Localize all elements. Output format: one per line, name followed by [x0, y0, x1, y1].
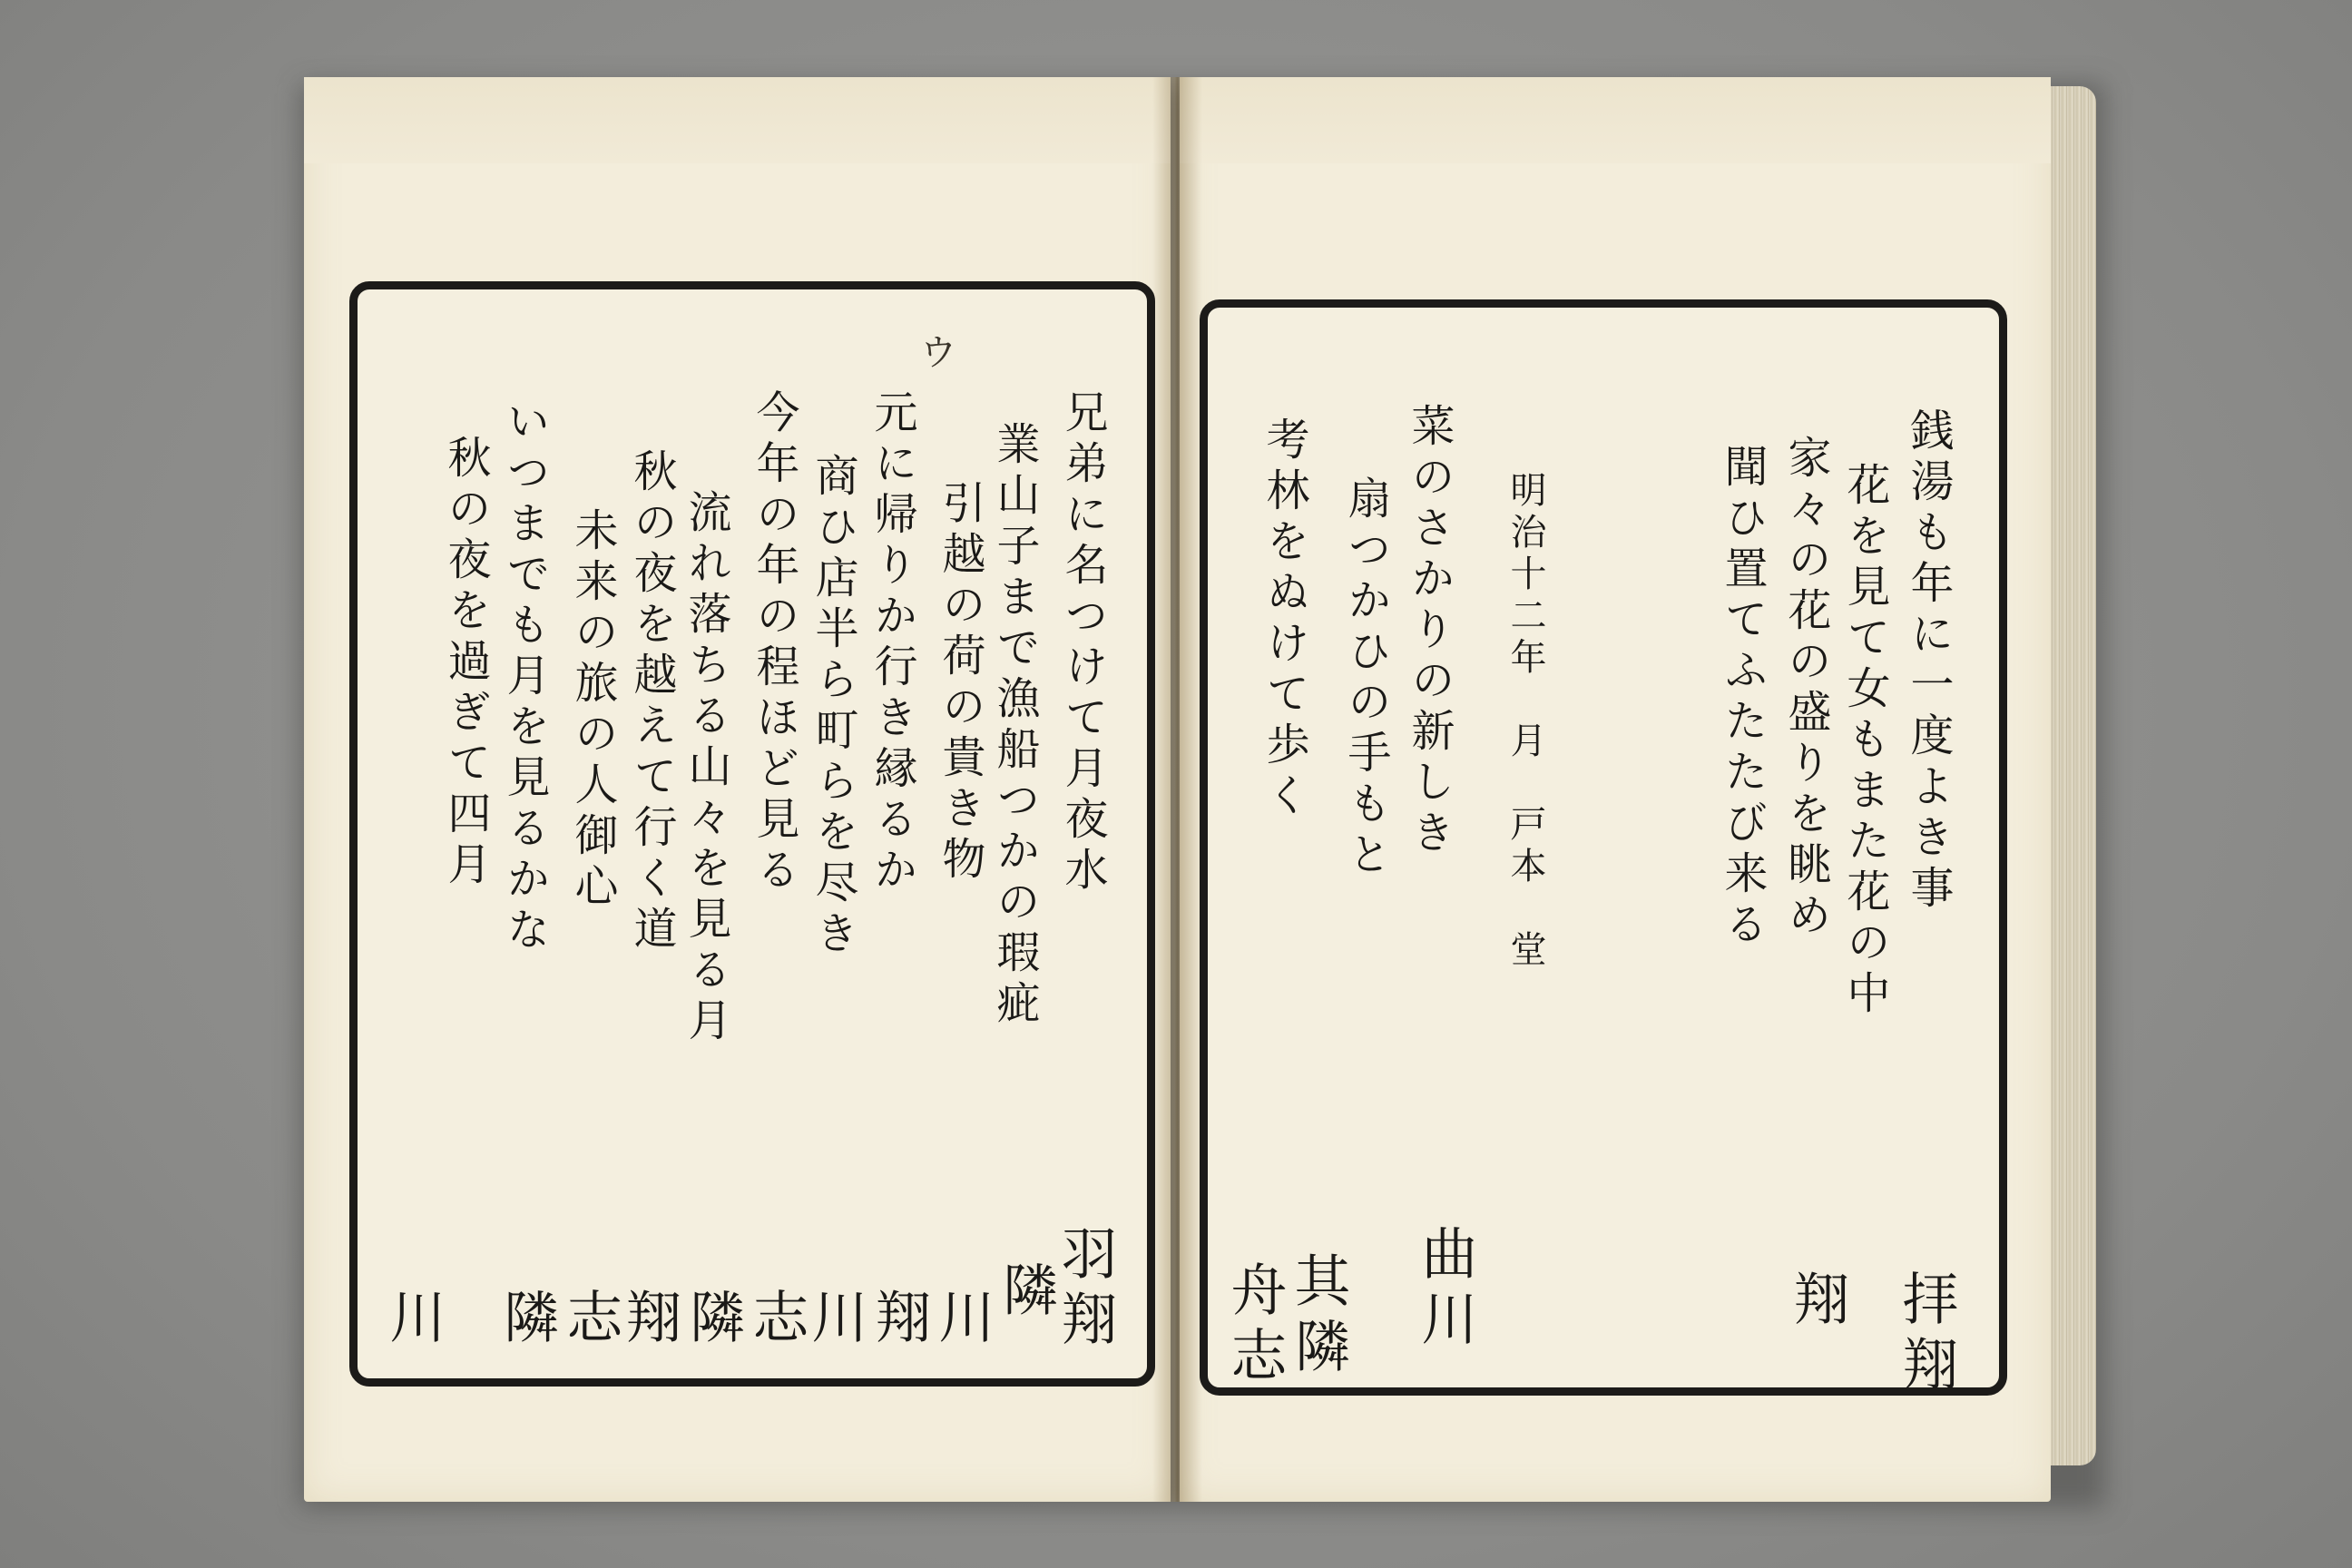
left-signature-1: 羽翔 — [1052, 1224, 1118, 1355]
left-page-top-band — [304, 77, 1171, 163]
left-signature-7: 隣 — [680, 1288, 746, 1353]
left-poem-5: 商ひ店半ら町らを尽き — [808, 453, 858, 961]
book-gutter — [1152, 77, 1202, 1502]
left-text-frame — [349, 281, 1155, 1387]
right-text-frame — [1200, 299, 2007, 1400]
right-signature-3: 曲川 — [1412, 1224, 1478, 1355]
left-poem-4: 元に帰りか行き縁るか — [867, 389, 917, 897]
right-signature-1: 拝翔 — [1893, 1269, 1959, 1400]
left-signature-6: 志 — [743, 1288, 809, 1353]
left-poem-9: 未来の旅の人御心 — [567, 507, 618, 914]
date-line: 明治十二年 月 戸本 堂 — [1504, 471, 1546, 972]
right-signature-2: 翔 — [1784, 1269, 1850, 1335]
right-poem-3: 家々の花の盛りを眺め — [1780, 435, 1831, 943]
right-page-top-band — [1180, 77, 2051, 163]
right-signature-5: 舟志 — [1221, 1260, 1288, 1391]
left-signature-10: 隣 — [494, 1288, 560, 1353]
right-poem-1: 銭湯も年に一度よき事 — [1903, 407, 1954, 916]
left-poem-8: 秋の夜を越えて行く道 — [626, 448, 677, 956]
right-poem-7: 考林をぬけて歩く — [1259, 416, 1309, 823]
left-signature-8: 翔 — [616, 1288, 682, 1353]
right-signature-4: 其隣 — [1285, 1251, 1351, 1382]
left-poem-2: 業山子まで漁船つかの瑕疵 — [989, 421, 1040, 1031]
left-signature-5: 川 — [802, 1288, 868, 1353]
left-signature-11: 川 — [380, 1288, 446, 1353]
left-signature-3: 川 — [929, 1288, 995, 1353]
left-poem-1: 兄弟に名つけて月夜水 — [1057, 389, 1108, 897]
kana-marker: ウ — [920, 332, 956, 374]
right-poem-6: 扇つかひの手もと — [1340, 475, 1391, 882]
right-poem-2: 花を見て女もまた花の中 — [1839, 462, 1890, 1021]
left-signature-4: 翔 — [866, 1288, 932, 1353]
left-signature-2: 隣 — [993, 1260, 1059, 1326]
right-poem-4: 聞ひ置てふたたび来る — [1717, 444, 1768, 952]
left-poem-11: 秋の夜を過ぎて四月 — [440, 435, 491, 892]
left-poem-10: いつまでも月を見るかな — [499, 398, 550, 957]
right-poem-5: 菜のさかりの新しき — [1404, 403, 1455, 860]
left-poem-3: 引越の荷の貴き物 — [935, 480, 985, 887]
left-poem-6: 今年の年の程ほど見る — [749, 389, 799, 897]
left-signature-9: 志 — [557, 1288, 623, 1353]
left-poem-7: 流れ落ちる山々を見る月 — [681, 489, 731, 1048]
